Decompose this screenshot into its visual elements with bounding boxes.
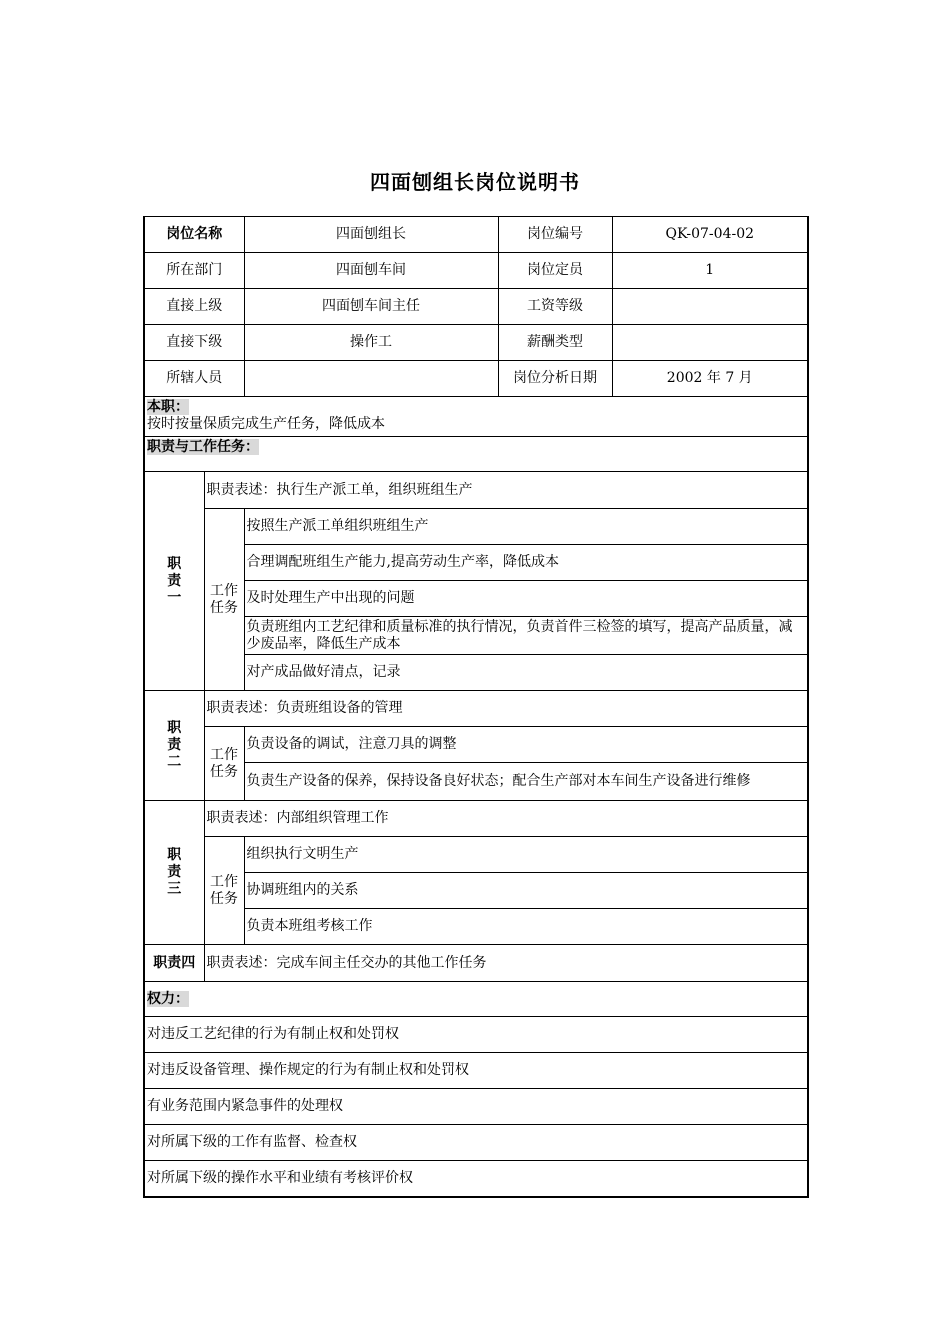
info-row xyxy=(144,325,808,361)
task-row xyxy=(144,545,808,581)
label-superior: 直接上级 xyxy=(144,289,244,325)
work-task-label: 工作任务 xyxy=(204,837,244,945)
label-position-code: 岗位编号 xyxy=(498,217,612,253)
power-row xyxy=(144,1053,808,1089)
duties-heading: 职责与工作任务： xyxy=(147,439,259,455)
value-staff xyxy=(244,361,498,397)
info-row xyxy=(144,289,808,325)
task-row xyxy=(144,727,808,763)
duty3-task-2: 协调班组内的关系 xyxy=(244,873,808,909)
power-row xyxy=(144,1017,808,1053)
value-position-name: 四面刨组长 xyxy=(244,217,498,253)
label-analysis-date: 岗位分析日期 xyxy=(498,361,612,397)
task-row xyxy=(144,655,808,691)
power-row xyxy=(144,1161,808,1197)
power-row xyxy=(144,1089,808,1125)
job-description-table xyxy=(143,216,809,1198)
label-department: 所在部门 xyxy=(144,253,244,289)
label-position-name: 岗位名称 xyxy=(144,217,244,253)
value-subordinate: 操作工 xyxy=(244,325,498,361)
duty3-label-text: 职责三 xyxy=(167,847,182,897)
duty1-task-1: 按照生产派工单组织班组生产 xyxy=(244,509,808,545)
task-row xyxy=(144,837,808,873)
page-title: 四面刨组长岗位说明书 xyxy=(370,170,580,194)
value-pay-type xyxy=(612,325,808,361)
power-item-5: 对所属下级的操作水平和业绩有考核评价权 xyxy=(144,1161,808,1197)
duty1-label xyxy=(144,472,204,691)
duty3-task-3: 负责本班组考核工作 xyxy=(244,909,808,945)
duty2-task-2: 负责生产设备的保养，保持设备良好状态；配合生产部对本车间生产设备进行维修 xyxy=(244,763,808,801)
power-item-1: 对违反工艺纪律的行为有制止权和处罚权 xyxy=(144,1017,808,1053)
duty3-task-1: 组织执行文明生产 xyxy=(244,837,808,873)
label-subordinate: 直接下级 xyxy=(144,325,244,361)
benzhi-text: 按时按量保质完成生产任务，降低成本 xyxy=(147,416,385,432)
duty4-row xyxy=(144,945,808,982)
task-row xyxy=(144,581,808,617)
label-salary-grade: 工资等级 xyxy=(498,289,612,325)
value-headcount: 1 xyxy=(612,253,808,289)
duty1-task-3: 及时处理生产中出现的问题 xyxy=(244,581,808,617)
duty1-desc-row xyxy=(144,472,808,509)
label-pay-type: 薪酬类型 xyxy=(498,325,612,361)
task-row xyxy=(144,509,808,545)
work-task-label: 工作任务 xyxy=(204,509,244,691)
duty4-label: 职责四 xyxy=(144,945,204,982)
benzhi-row xyxy=(144,397,808,437)
label-staff: 所辖人员 xyxy=(144,361,244,397)
duty3-desc: 职责表述：内部组织管理工作 xyxy=(204,801,808,837)
power-item-2: 对违反设备管理、操作规定的行为有制止权和处罚权 xyxy=(144,1053,808,1089)
power-heading: 权力： xyxy=(147,990,189,1007)
duty1-task-2: 合理调配班组生产能力,提高劳动生产率，降低成本 xyxy=(244,545,808,581)
duty2-desc: 职责表述：负责班组设备的管理 xyxy=(204,691,808,727)
task-row xyxy=(144,873,808,909)
duty3-desc-row xyxy=(144,801,808,837)
duties-heading-row xyxy=(144,437,808,472)
duty1-desc: 职责表述：执行生产派工单，组织班组生产 xyxy=(204,472,808,509)
duty1-label-text: 职责一 xyxy=(167,555,182,606)
power-row xyxy=(144,1125,808,1161)
duty1-task-5: 对产成品做好清点，记录 xyxy=(244,655,808,691)
benzhi-heading: 本职： xyxy=(147,399,189,415)
value-department: 四面刨车间 xyxy=(244,253,498,289)
task-row xyxy=(144,617,808,655)
value-analysis-date: 2002 年 7 月 xyxy=(612,361,808,397)
task-row xyxy=(144,909,808,945)
duty2-task-1: 负责设备的调试，注意刀具的调整 xyxy=(244,727,808,763)
value-superior: 四面刨车间主任 xyxy=(244,289,498,325)
power-item-3: 有业务范围内紧急事件的处理权 xyxy=(144,1089,808,1125)
value-salary-grade xyxy=(612,289,808,325)
power-heading-row xyxy=(144,982,808,1017)
task-row xyxy=(144,763,808,801)
power-item-4: 对所属下级的工作有监督、检查权 xyxy=(144,1125,808,1161)
duty2-label-text: 职责二 xyxy=(167,720,182,770)
duty4-desc: 职责表述：完成车间主任交办的其他工作任务 xyxy=(204,945,808,982)
label-headcount: 岗位定员 xyxy=(498,253,612,289)
duty2-label xyxy=(144,691,204,801)
info-row xyxy=(144,253,808,289)
info-row xyxy=(144,361,808,397)
duty1-task-4: 负责班组内工艺纪律和质量标准的执行情况，负责首件三检签的填写，提高产品质量，减少废品率，降低生产成本 xyxy=(244,617,808,655)
info-row xyxy=(144,217,808,253)
value-position-code: QK-07-04-02 xyxy=(612,217,808,253)
duty3-label xyxy=(144,801,204,945)
duty2-desc-row xyxy=(144,691,808,727)
work-task-label: 工作任务 xyxy=(204,727,244,801)
